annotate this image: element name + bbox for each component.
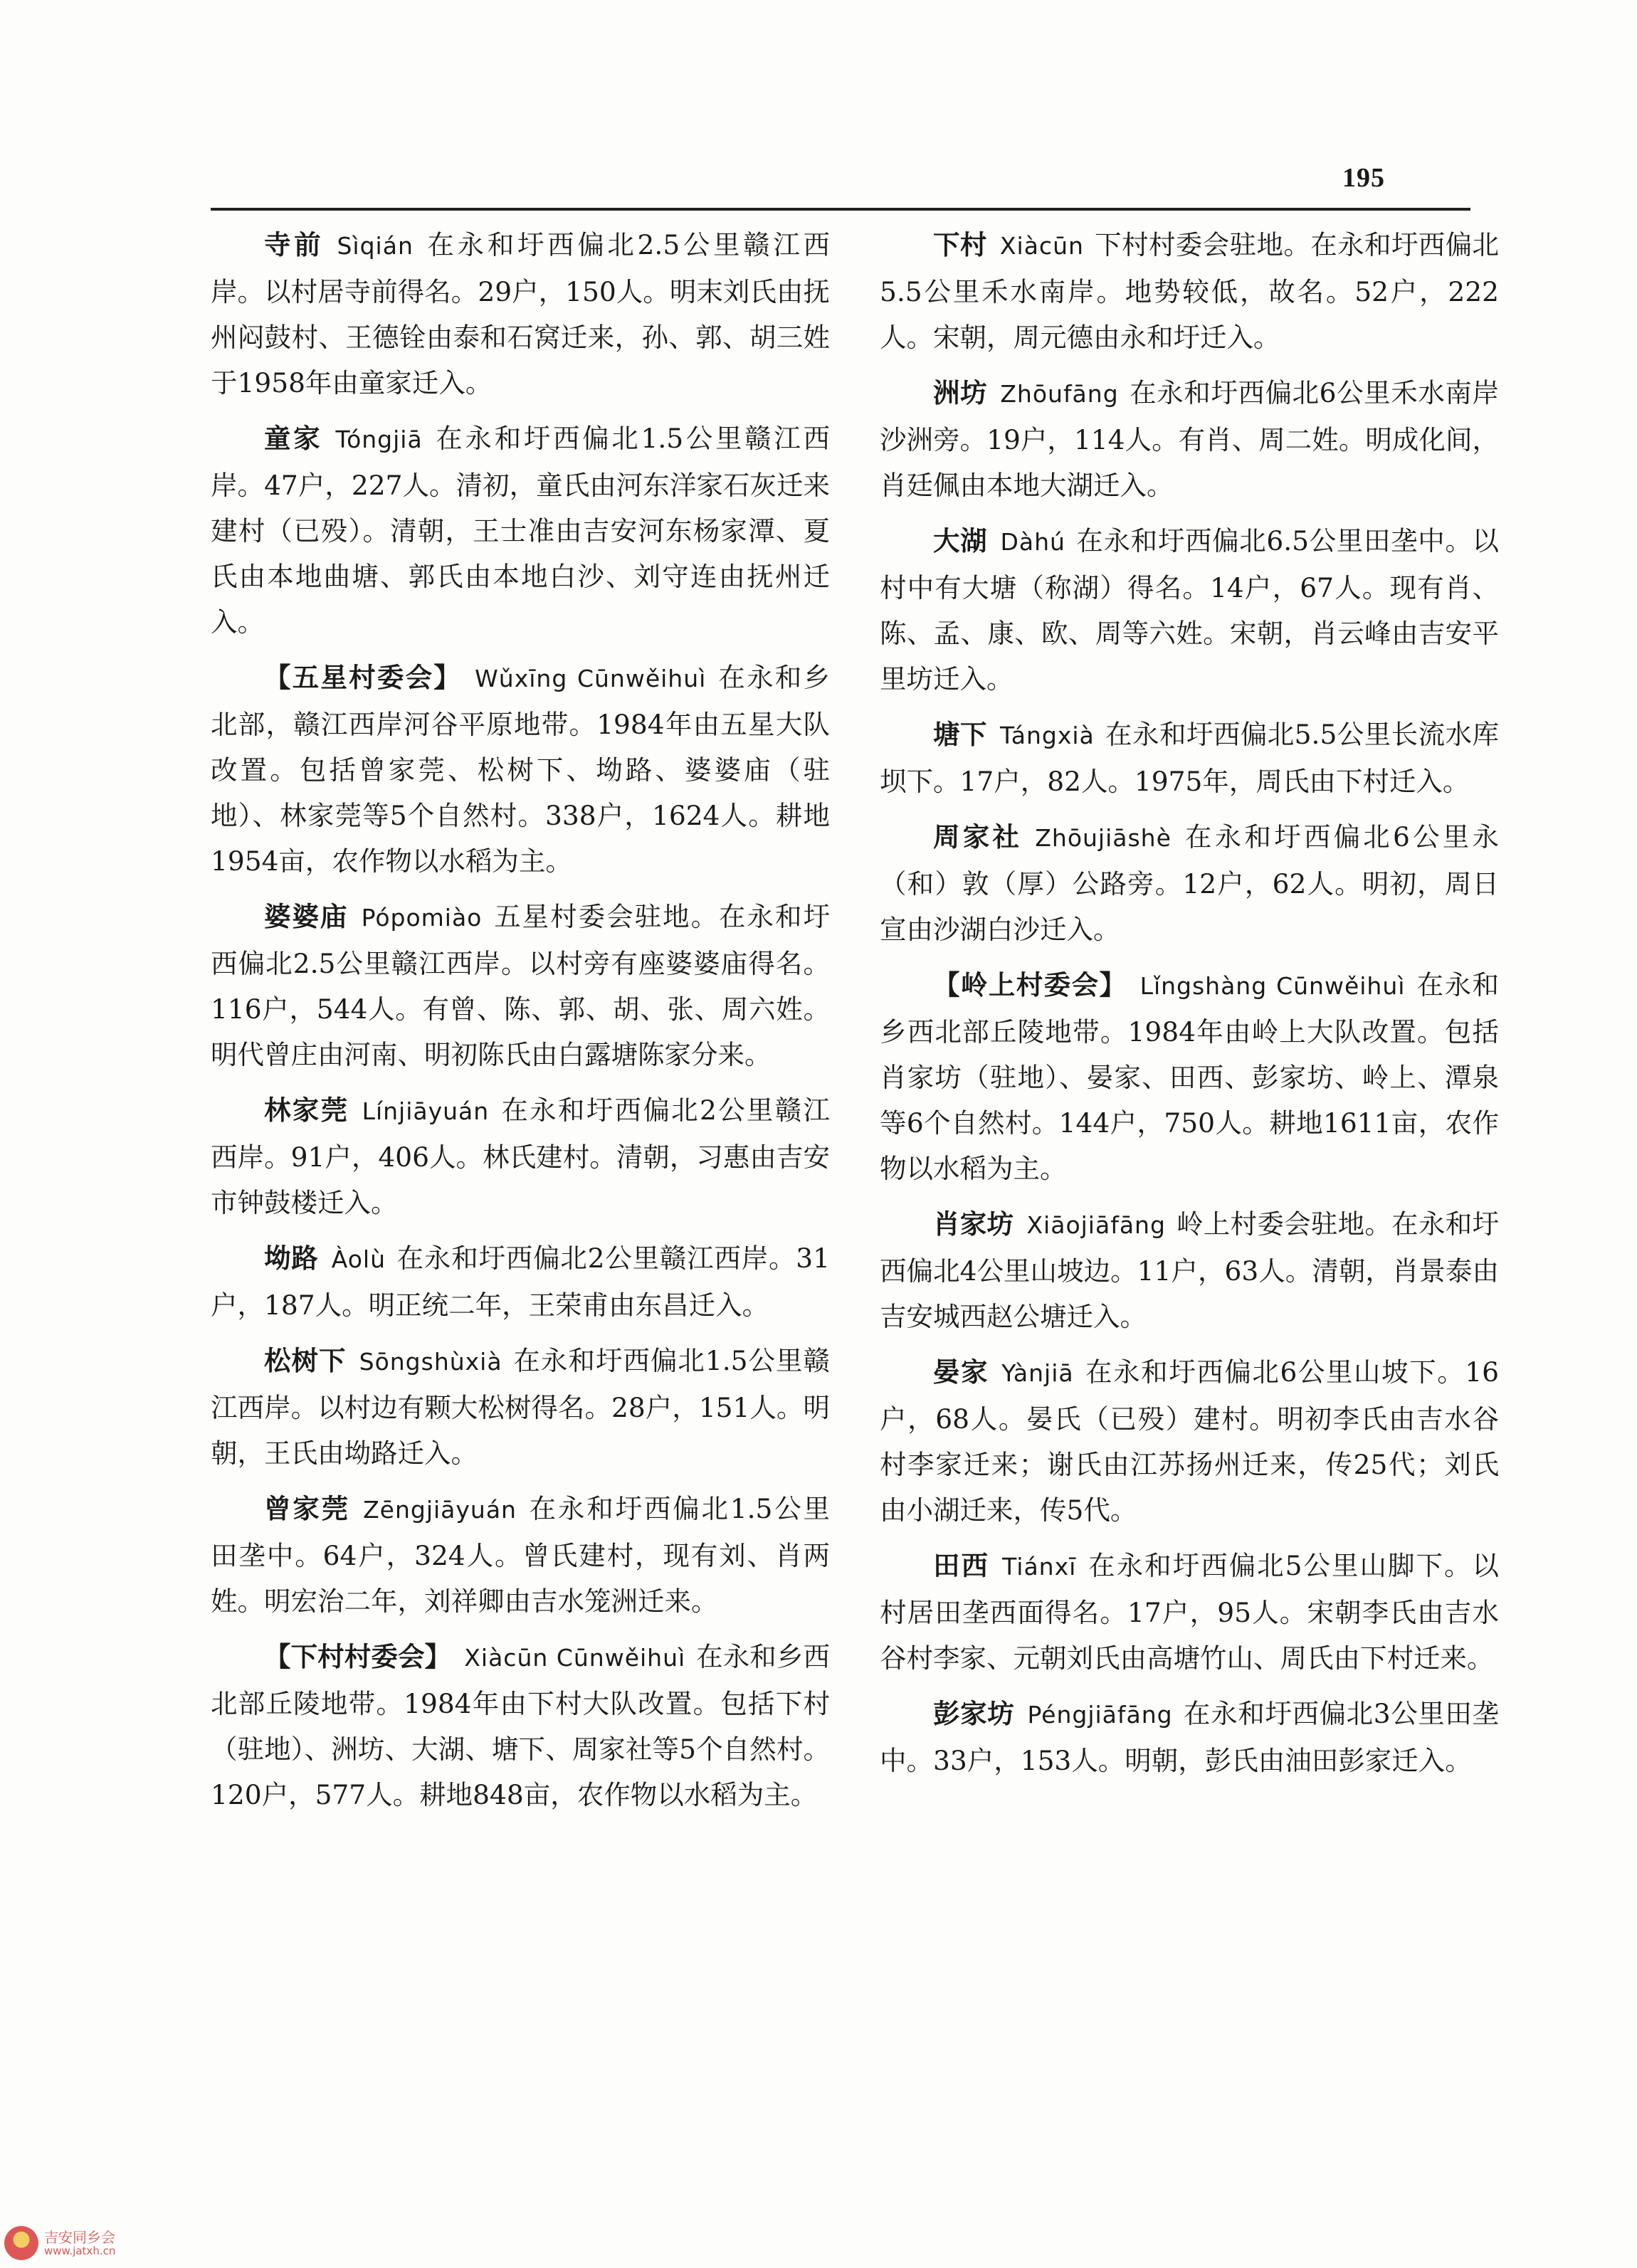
entry-text: 在永和圩西偏北2.5公里赣江西岸。以村居寺前得名。29户，150人。明末刘氏由抚州闷鼓村、王德铨由泰和石窝迁来，孙、郭、胡三姓于1958年由童家迁入。: [211, 229, 831, 399]
gazetteer-entry: [880, 370, 1499, 508]
entry-pinyin: Dàhú: [1000, 528, 1065, 556]
entry-text: 在永和圩西偏北6.5公里田垄中。以村中有大塘（称湖）得名。14户，67人。现有肖、陈、孟、康、欧、周等六姓。宋朝，肖云峰由吉安平里坊迁入。: [880, 525, 1500, 695]
entry-pinyin: Sōngshùxià: [359, 1348, 502, 1376]
entry-pinyin: Àolù: [331, 1245, 386, 1273]
entry-pinyin: Xiāojiāfāng: [1026, 1211, 1166, 1239]
entry-text: 岭上村委会驻地。在永和圩西偏北4公里山坡边。11户，63人。清朝，肖景泰由吉安城西赵公塘迁入。: [880, 1208, 1499, 1332]
entry-term: 坳路: [264, 1243, 319, 1274]
left-column: [211, 222, 830, 1827]
gazetteer-entry: [880, 1201, 1499, 1339]
gazetteer-entry: [211, 1087, 830, 1225]
watermark-logo-icon: [4, 2226, 38, 2260]
entry-text: 五星村委会驻地。在永和圩西偏北2.5公里赣江西岸。以村旁有座婆婆庙得名。116户，544人。有曾、陈、郭、胡、张、周六姓。明代曾庄由河南、明初陈氏由白露塘陈家分来。: [211, 901, 831, 1070]
gazetteer-entry: [211, 1338, 830, 1476]
entry-pinyin: Xiàcūn: [999, 232, 1084, 260]
entry-term: 肖家坊: [933, 1208, 1014, 1240]
entry-pinyin: Tiánxī: [1002, 1553, 1077, 1581]
watermark-text: [44, 2230, 115, 2257]
gazetteer-entry: [880, 518, 1499, 702]
entry-text: 在永和圩西偏北6公里永（和）敦（厚）公路旁。12户，62人。明初，周日宣由沙湖白沙迁入。: [880, 821, 1500, 945]
entry-term: 【岭上村委会】: [933, 969, 1127, 1001]
entry-pinyin: Línjiāyuán: [362, 1097, 490, 1125]
entry-term: 下村: [933, 229, 987, 260]
entry-term: 晏家: [933, 1356, 989, 1388]
entry-term: 周家社: [933, 821, 1023, 853]
entry-term: 【下村村委会】: [264, 1641, 452, 1672]
gazetteer-entry: [211, 416, 830, 645]
entry-pinyin: Wǔxīng Cūnwěihuì: [475, 665, 707, 692]
watermark-name: 吉安同乡会: [44, 2228, 115, 2246]
gazetteer-entry: [880, 962, 1499, 1191]
entry-text: 在永和圩西偏北1.5公里赣江西岸。47户，227人。清初，童氏由河东洋家石灰迁来建村（已殁）。清朝，王士准由吉安河东杨家潭、夏氏由本地曲塘、郭氏由本地白沙、刘守连由抚州迁入。: [211, 423, 831, 638]
entry-text: 在永和乡北部，赣江西岸河谷平原地带。1984年由五星大队改置。包括曾家莞、松树下、坳路、婆婆庙（驻地）、林家莞等5个自然村。338户，1624人。耕地1954亩，农作物以水稻为主。: [211, 662, 830, 877]
gazetteer-entry: [211, 1486, 830, 1624]
watermark-url: www.jatxh.cn: [44, 2244, 116, 2257]
watermark: [4, 2226, 115, 2260]
gazetteer-entry: [880, 1543, 1499, 1681]
entry-text: 在永和乡西北部丘陵地带。1984年由岭上大队改置。包括肖家坊（驻地）、晏家、田西、彭家坊、岭上、潭泉等6个自然村。144户，750人。耕地1611亩，农作物以水稻为主。: [880, 969, 1500, 1184]
gazetteer-entry: [211, 655, 830, 884]
entry-pinyin: Zhōujiāshè: [1035, 824, 1172, 852]
entry-term: 【五星村委会】: [264, 662, 463, 693]
entry-pinyin: Zhōufāng: [1000, 380, 1119, 408]
entry-text: 在永和圩西偏北5.5公里长流水库坝下。17户，82人。1975年，周氏由下村迁入。: [880, 719, 1500, 797]
entry-term: 大湖: [933, 525, 988, 557]
entry-pinyin: Tángxià: [1000, 722, 1095, 749]
entry-text: 下村村委会驻地。在永和圩西偏北5.5公里禾水南岸。地势较低，故名。52户，222人。宋朝，周元德由永和圩迁入。: [880, 229, 1500, 353]
entry-text: 在永和圩西偏北1.5公里赣江西岸。以村边有颗大松树得名。28户，151人。明朝，王氏由坳路迁入。: [211, 1345, 830, 1469]
gazetteer-entry: [880, 1349, 1499, 1533]
entry-text: 在永和圩西偏北5公里山脚下。以村居田垄西面得名。17户，95人。宋朝李氏由吉水谷村李家、元朝刘氏由高塘竹山、周氏由下村迁来。: [880, 1550, 1499, 1674]
entry-term: 童家: [264, 423, 323, 454]
entry-pinyin: Pópomiào: [361, 904, 483, 932]
entry-text: 在永和圩西偏北3公里田垄中。33户，153人。明朝，彭氏由油田彭家迁入。: [880, 1698, 1500, 1776]
entry-term: 曾家莞: [264, 1493, 350, 1524]
entry-text: 在永和圩西偏北6公里山坡下。16户，68人。晏氏（已殁）建村。明初李氏由吉水谷村李家迁来；谢氏由江苏扬州迁来，传25代；刘氏由小湖迁来，传5代。: [880, 1356, 1500, 1526]
entry-term: 寺前: [264, 229, 325, 260]
gazetteer-entry: [211, 1235, 830, 1328]
right-column: [880, 222, 1499, 1793]
entry-term: 松树下: [264, 1345, 347, 1376]
entry-text: 在永和乡西北部丘陵地带。1984年由下村大队改置。包括下村（驻地）、洲坊、大湖、塘下、周家社等5个自然村。120户，577人。耕地848亩，农作物以水稻为主。: [211, 1641, 830, 1810]
entry-pinyin: Xiàcūn Cūnwěihuì: [464, 1644, 686, 1672]
entry-term: 塘下: [933, 719, 987, 750]
entry-text: 在永和圩西偏北2公里赣江西岸。91户，406人。林氏建村。清朝，习惠由吉安市钟鼓楼迁入。: [211, 1095, 831, 1218]
header-rule: [211, 208, 1470, 211]
entry-pinyin: Lǐngshàng Cūnwěihuì: [1139, 972, 1406, 1000]
entry-pinyin: Zēngjiāyuán: [363, 1496, 517, 1524]
entry-pinyin: Tóngjiā: [335, 426, 423, 453]
page-number: 195: [1342, 163, 1385, 193]
entry-term: 田西: [933, 1550, 989, 1581]
gazetteer-entry: [211, 894, 830, 1077]
gazetteer-entry: [880, 814, 1499, 952]
entry-text: 在永和圩西偏北6公里禾水南岸沙洲旁。19户，114人。有肖、周二姓。明成化间，肖廷佩由本地大湖迁入。: [880, 377, 1500, 501]
gazetteer-entry: [880, 222, 1499, 360]
entry-pinyin: Péngjiāfāng: [1027, 1701, 1173, 1729]
entry-term: 彭家坊: [933, 1698, 1015, 1729]
entry-pinyin: Yànjiā: [1001, 1359, 1074, 1387]
entry-term: 林家莞: [264, 1095, 349, 1126]
entry-pinyin: Sìqián: [337, 232, 414, 260]
entry-text: 在永和圩西偏北1.5公里田垄中。64户，324人。曾氏建村，现有刘、肖两姓。明宏治二年，刘祥卿由吉水笼洲迁来。: [211, 1493, 831, 1617]
entry-term: 婆婆庙: [264, 901, 349, 932]
gazetteer-entry: [211, 1634, 830, 1818]
entry-text: 在永和圩西偏北2公里赣江西岸。31户，187人。明正统二年，王荣甫由东昌迁入。: [211, 1243, 831, 1321]
gazetteer-entry: [211, 222, 830, 406]
gazetteer-entry: [880, 1691, 1499, 1783]
gazetteer-entry: [880, 712, 1499, 804]
entry-term: 洲坊: [933, 377, 988, 408]
